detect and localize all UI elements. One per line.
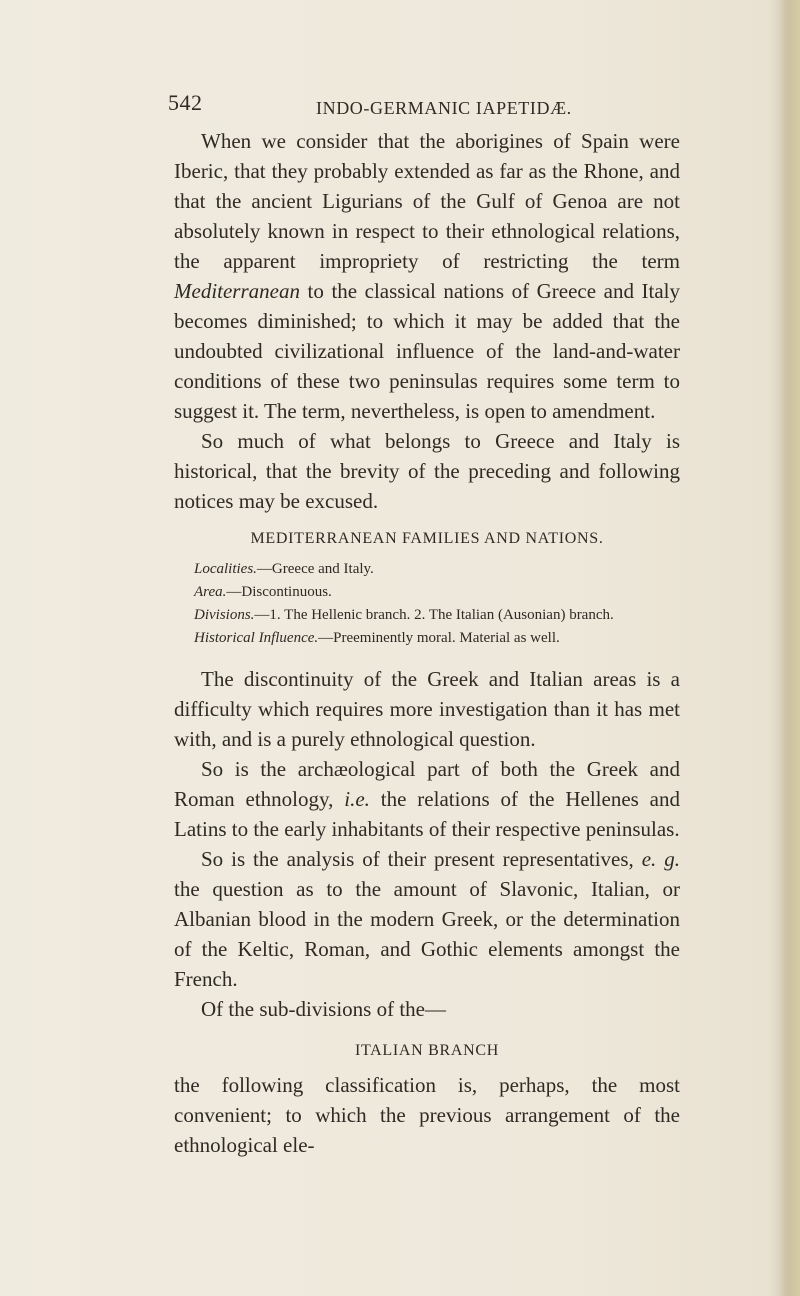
paragraph-7: the following classification is, perhaps, the most convenient; to which the previous arrangement of the ethnological ele-	[174, 1073, 680, 1157]
paragraph-4	[174, 754, 680, 844]
paragraph-4-start: So is the archæological part of both the Greek and Roman ethnology,	[174, 757, 680, 811]
running-head: INDO-GERMANIC IAPETIDÆ.	[316, 98, 572, 118]
meta-area-label: Area.	[194, 584, 227, 600]
meta-localities-value: —Greece and Italy.	[256, 561, 374, 577]
meta-influence-value: —Preeminently moral. Material as well.	[318, 630, 560, 646]
paragraph-3: The discontinuity of the Greek and Italian areas is a difficulty which requires more investigation than it has met with, and is a purely ethnological question.	[174, 667, 680, 751]
paragraph-6: Of the sub-divisions of the—	[201, 997, 446, 1021]
meta-localities-label: Localities.	[194, 561, 257, 577]
meta-localities	[174, 558, 680, 581]
page-content	[174, 126, 680, 1160]
meta-divisions-label: Divisions.	[194, 607, 255, 623]
paragraph-4-italic: i.e.	[344, 787, 370, 811]
paragraph-5-start: So is the analysis of their present representatives,	[201, 847, 642, 871]
meta-influence-label: Historical Influence.	[194, 630, 319, 646]
paragraph-1	[174, 126, 680, 426]
metadata-block	[174, 558, 680, 650]
meta-influence	[174, 627, 680, 650]
page-edge-shadow	[778, 0, 800, 1296]
paragraph-1-end: to the classical nations of Greece and Italy becomes diminished; to which it may be added that the undoubted civilizational influence of the land-and-water conditions of these two peninsulas requires some term to suggest it. The term, nevertheless, is open to amendment.	[174, 279, 680, 423]
page-number: 542	[168, 90, 203, 115]
paragraph-1-start: When we consider that the aborigines of Spain were Iberic, that they probably extended as far as the Rhone, and that the ancient Ligurians of the Gulf of Genoa are not absolutely known in respect to their ethnological relations, the apparent impropriety of restricting the term	[174, 129, 680, 273]
paragraph-4-end: the relations of the Hellenes and Latins to the early inhabitants of their respective peninsulas.	[174, 787, 680, 841]
paragraph-2: So much of what belongs to Greece and Italy is historical, that the brevity of the preceding and following notices may be excused.	[174, 429, 680, 513]
meta-divisions	[174, 604, 680, 627]
page-header	[0, 90, 800, 130]
meta-divisions-value: —1. The Hellenic branch. 2. The Italian (Ausonian) branch.	[254, 607, 614, 623]
paragraph-5	[174, 844, 680, 994]
paragraph-1-italic-term: Mediterranean	[174, 279, 300, 303]
paragraph-5-end: the question as to the amount of Slavonic, Italian, or Albanian blood in the modern Greek, or the determination of the Keltic, Roman, and Gothic elements amongst the French.	[174, 877, 680, 991]
meta-area-value: —Discontinuous.	[226, 584, 332, 600]
section-heading: MEDITERRANEAN FAMILIES AND NATIONS.	[250, 530, 604, 547]
subheading: ITALIAN BRANCH	[354, 1042, 500, 1059]
paragraph-5-italic: e. g.	[641, 847, 680, 871]
meta-area	[174, 581, 680, 604]
